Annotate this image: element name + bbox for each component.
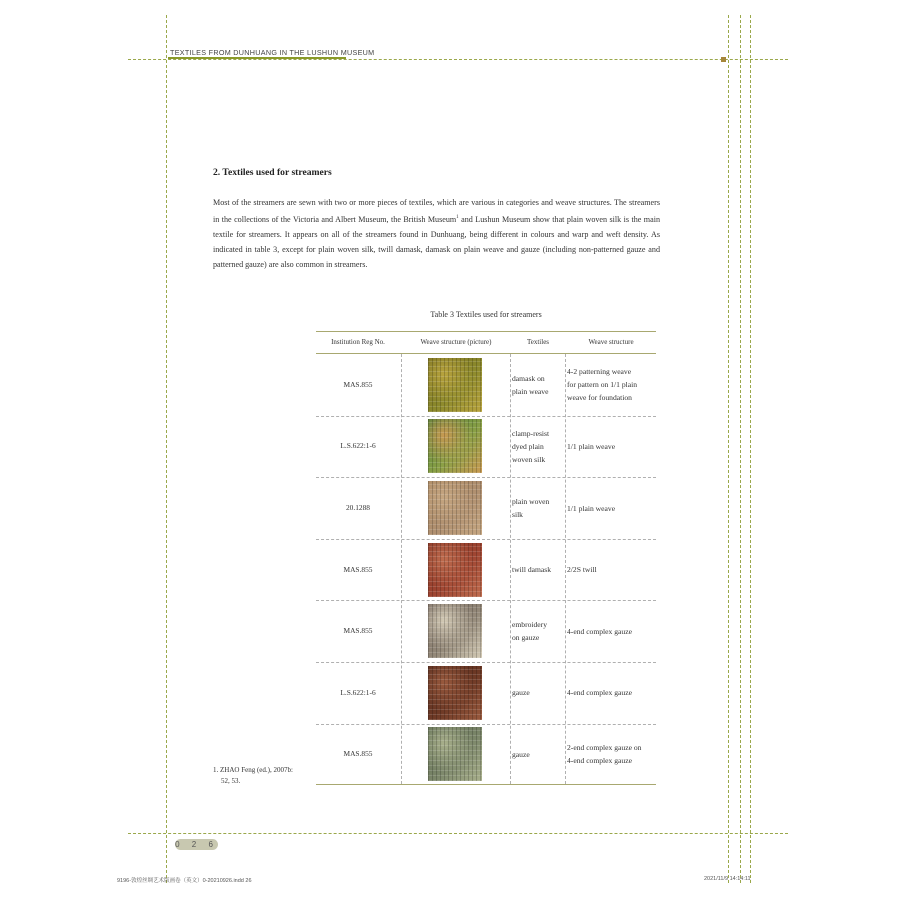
cell-textiles xyxy=(512,748,564,761)
body-paragraph xyxy=(213,196,660,273)
cell-weave-structure xyxy=(567,741,655,767)
row-separator xyxy=(316,662,656,663)
cell-weave-structure xyxy=(567,502,655,515)
footnote-line-1: 1. ZHAO Feng (ed.), 2007b: xyxy=(213,766,293,774)
footnote xyxy=(213,765,293,787)
textile-line: clamp-resist xyxy=(512,428,550,438)
cell-reg-no: 20.1288 xyxy=(345,503,371,512)
weave-line: 4-end complex gauze xyxy=(567,756,632,766)
header-weave-structure: Weave structure xyxy=(588,338,634,346)
cell-weave-structure xyxy=(567,365,655,404)
cell-weave-structure xyxy=(567,440,655,453)
paragraph-part1: Most of the streamers are sewn with two or more pieces of textiles, which are various in categories and weave structures. The streamers in the collections of the Victoria and Albert Museum, the British Museum xyxy=(213,198,660,224)
cell-textiles xyxy=(512,372,564,398)
textile-line: twill damask xyxy=(512,565,552,575)
row-separator xyxy=(316,416,656,417)
table-top-rule xyxy=(316,331,656,332)
table-caption: Table 3 Textiles used for streamers xyxy=(430,310,542,319)
row-separator xyxy=(316,724,656,725)
weave-line: 4-end complex gauze xyxy=(567,626,632,636)
corner-mark xyxy=(721,57,726,62)
cell-weave-structure xyxy=(567,686,655,699)
row-separator xyxy=(316,477,656,478)
slug-timestamp: 2021/11/9 14:14:11 xyxy=(704,876,751,882)
weave-line: for pattern on 1/1 plain xyxy=(567,380,638,390)
textile-line: gauze xyxy=(512,749,530,759)
guide-left xyxy=(166,15,167,883)
running-head-rule xyxy=(168,57,346,59)
cell-reg-no: MAS.855 xyxy=(343,379,373,389)
header-weave-picture: Weave structure (picture) xyxy=(420,338,492,346)
header-textiles: Textiles xyxy=(526,338,550,346)
row-separator xyxy=(316,600,656,601)
cell-textiles xyxy=(512,563,564,576)
slug-file-info: 9196-敦煌丝绸艺术版画卷（英文）0-20210926.indd 26 xyxy=(117,878,252,884)
weave-line: 2/2S twill xyxy=(567,565,597,575)
textile-line: embroidery xyxy=(512,620,548,630)
column-separator xyxy=(401,354,402,784)
cell-weave-structure xyxy=(567,563,655,576)
cell-reg-no: MAS.855 xyxy=(343,749,373,759)
textile-line: dyed plain xyxy=(512,441,544,451)
guide-right-1 xyxy=(728,15,729,883)
textile-swatch-image xyxy=(428,419,482,473)
textile-line: plain weave xyxy=(512,386,549,396)
guide-right-2 xyxy=(740,15,741,883)
page-number: 0 2 6 xyxy=(175,840,218,849)
cell-textiles xyxy=(512,618,564,644)
textile-line: silk xyxy=(512,510,523,519)
table-bottom-rule xyxy=(316,784,656,785)
weave-line: 2-end complex gauze on xyxy=(567,743,642,753)
header-reg-no: Institution Reg No. xyxy=(331,338,385,346)
weave-line: 1/1 plain weave xyxy=(567,441,616,451)
textile-line: gauze xyxy=(512,688,530,698)
cell-reg-no: MAS.855 xyxy=(343,564,373,574)
textile-swatch-image xyxy=(428,358,482,412)
paragraph-part2: and Lushun Museum show that plain woven silk is the main textile for streamers. It appears on all of the streamers found in Dunhuang, being different in colours and warp and weft density. As indicated in table 3, except for plain woven silk, twill damask, damask on plain weave and gauze (including non-patterned gauze and patterned gauze) are also common in streamers. xyxy=(213,214,660,269)
textile-line: plain woven xyxy=(512,497,550,506)
footnote-line-2: 52, 53. xyxy=(221,777,241,785)
row-separator xyxy=(316,539,656,540)
weave-line: 4-2 patterning weave xyxy=(567,367,632,377)
cell-reg-no: L.S.622:1-6 xyxy=(340,687,376,697)
section-title: 2. Textiles used for streamers xyxy=(213,167,332,178)
cell-weave-structure xyxy=(567,625,655,638)
cell-textiles xyxy=(512,427,564,466)
textile-swatch-image xyxy=(428,604,482,658)
guide-right-3 xyxy=(750,15,751,883)
weave-line: 4-end complex gauze xyxy=(567,688,632,698)
cell-textiles xyxy=(512,495,564,521)
running-head: TEXTILES FROM DUNHUANG IN THE LUSHUN MUSEUM xyxy=(170,48,375,57)
cell-reg-no: L.S.622:1-6 xyxy=(340,441,376,451)
textile-swatch-image xyxy=(428,727,482,781)
textile-line: woven silk xyxy=(512,454,546,464)
header-bottom-rule xyxy=(316,353,656,354)
column-separator xyxy=(510,354,511,784)
cell-textiles xyxy=(512,686,564,699)
cell-reg-no: MAS.855 xyxy=(343,626,373,636)
guide-bottom xyxy=(128,833,788,834)
footnote-ref[interactable]: 1 xyxy=(456,214,459,220)
guide-top xyxy=(128,59,788,60)
weave-line: weave for foundation xyxy=(567,393,632,403)
textile-swatch-image xyxy=(428,543,482,597)
textile-line: on gauze xyxy=(512,633,540,643)
textile-line: damask on xyxy=(512,373,545,383)
textile-swatch-image xyxy=(428,666,482,720)
textile-swatch-image xyxy=(428,481,482,535)
column-separator xyxy=(565,354,566,784)
weave-line: 1/1 plain weave xyxy=(567,503,616,513)
